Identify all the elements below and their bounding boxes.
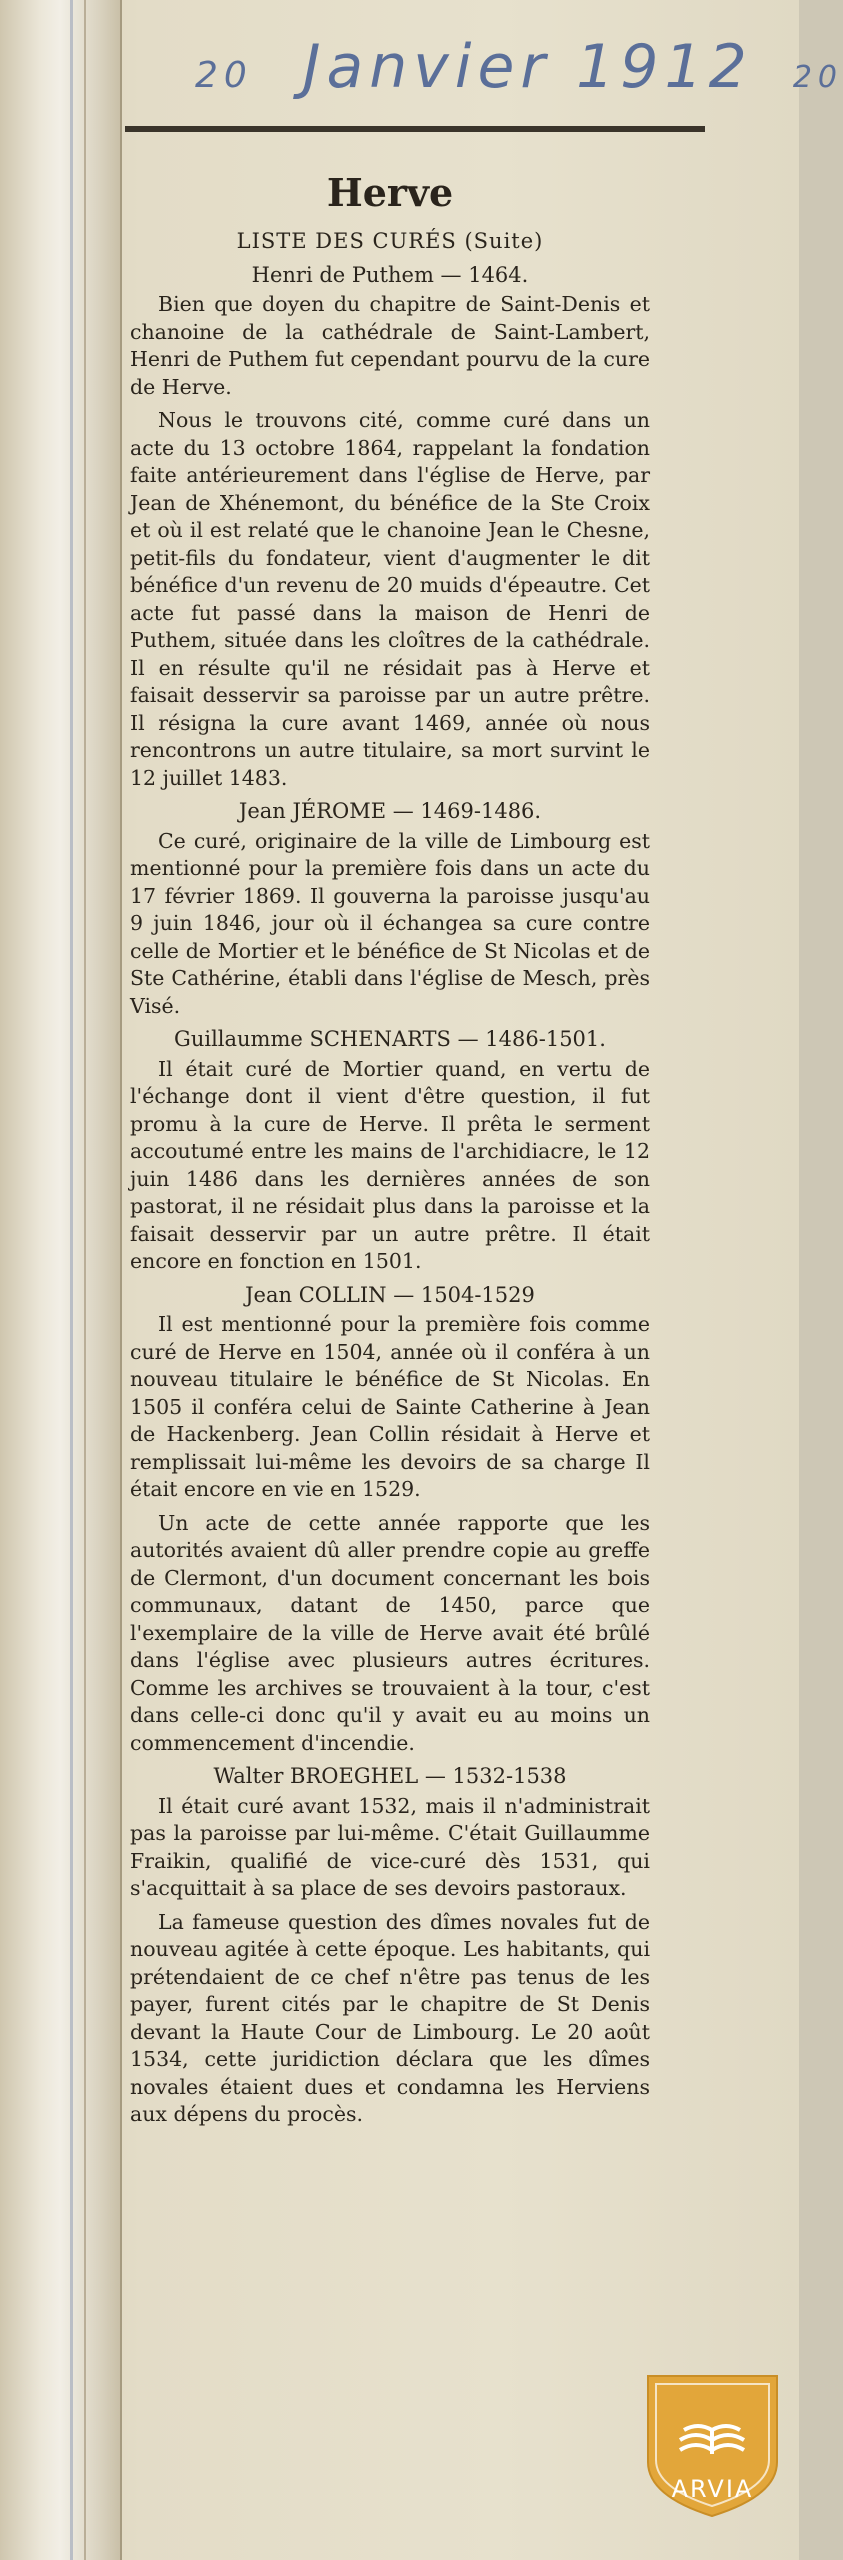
paragraph: La fameuse question des dîmes novales fut de nouveau agitée à cette époque. Les habitants, qui prétendaient de ce chef n'être pas tenus de les payer, furent cités par le chapitre de St Denis devant la Haute Cour de Limbourg. Le 20 août 1534, cette juridiction déclara que les dîmes novales étaient dues et condamna les Herviens aux dépens du procès.	[130, 1909, 650, 2126]
arvia-badge	[640, 2370, 785, 2520]
section-puthem	[130, 262, 650, 793]
strip-ruled-line	[70, 0, 73, 2560]
section-heading: Jean COLLIN — 1504-1529	[245, 1282, 535, 1307]
article-title: Herve	[326, 170, 454, 215]
article-subtitle: LISTE DES CURÉS (Suite)	[236, 229, 544, 253]
paragraph: Il est mentionné pour la première fois comme curé de Herve en 1504, année où il conféra à un nouveau titulaire le bénéfice de St Nicolas. En 1505 il conféra celui de Sainte Catherine à Jean de Hackenberg. Jean Collin résidait à Herve et remplissait lui-même les devoirs de sa charge Il était encore en vie en 1529.	[130, 1312, 650, 1501]
badge-label: ARVIA	[671, 2475, 754, 2503]
paragraph: Nous le trouvons cité, comme curé dans un acte du 13 octobre 1864, rappelant la fondation faite antérieurement dans l'église de Herve, par Jean de Xhénemont, du bénéfice de la Ste Croix et où il est relaté que le chanoine Jean le Chesne, petit-fils du fondateur, vient d'augmenter le dit bénéfice d'un revenu de 20 muids d'épeautre. Cet acte fut passé dans la maison de Henri de Puthem, située dans les cloîtres de la cathédrale. Il en résulte qu'il ne résidait pas à Herve et faisait desservir sa paroisse par un autre prêtre. Il résigna la cure avant 1469, année où nous rencontrons un autre titulaire, sa mort survint le 12 juillet 1483.	[130, 408, 650, 790]
torn-paper-strip	[0, 0, 122, 2560]
date-prefix: 20	[195, 55, 253, 96]
paragraph: Bien que doyen du chapitre de Saint-Denis et chanoine de la cathédrale de Saint-Lambert, Henri de Puthem fut cependant pourvu de la cure de Herve.	[130, 292, 650, 399]
paragraph: Un acte de cette année rapporte que les autorités avaient dû aller prendre copie au greffe de Clermont, d'un document concernant les bois communaux, datant de 1450, parce que l'exemplaire de la ville de Herve avait été brûlé dans l'église avec plusieurs autres écritures. Comme les archives se trouvaient à la tour, c'est dans celle-ci donc qu'il y avait eu au moins un commencement d'incendie.	[130, 1510, 650, 1755]
section-schenarts	[130, 1026, 650, 1276]
section-heading: Jean JÉROME — 1469-1486.	[238, 799, 542, 823]
paragraph: Il était curé de Mortier quand, en vertu de l'échange dont il vient d'être question, il fut promu à la cure de Herve. Il prêta le serment accoutumé entre les mains de l'archidiacre, le 12 juin 1486 dans les dernières années de son pastorat, il ne résidait plus dans la paroisse et la faisait desservir par un autre prêtre. Il était encore en fonction en 1501.	[130, 1056, 650, 1273]
date-suffix: 20	[792, 60, 843, 95]
section-jerome	[130, 798, 650, 1020]
section-collin	[130, 1282, 650, 1758]
column-top-rule	[125, 126, 705, 132]
handwritten-date	[195, 32, 843, 112]
paragraph: Il était curé avant 1532, mais il n'administrait pas la paroisse par lui-même. C'était Guillaumme Fraikin, qualifié de vice-curé dès 1531, qui s'acquittait à sa place de ses devoirs pastoraux.	[130, 1793, 650, 1900]
newspaper-article	[130, 170, 650, 2135]
section-heading: Walter BROEGHEL — 1532-1538	[213, 1764, 567, 1788]
paragraph: Ce curé, originaire de la ville de Limbourg est mentionné pour la première fois dans un acte du 17 février 1869. Il gouverna la paroisse jusqu'au 9 juin 1846, jour où il échangea sa cure contre celle de Mortier et le bénéfice de St Nicolas et de Ste Cathérine, établi dans l'église de Mesch, près Visé.	[130, 828, 650, 1018]
strip-fold-line	[84, 0, 86, 2560]
section-broeghel	[130, 1763, 650, 2129]
section-heading: Guillaumme SCHENARTS — 1486-1501.	[174, 1027, 606, 1051]
section-heading: Henri de Puthem — 1464.	[251, 262, 529, 287]
date-text: Janvier 1912	[302, 32, 753, 102]
